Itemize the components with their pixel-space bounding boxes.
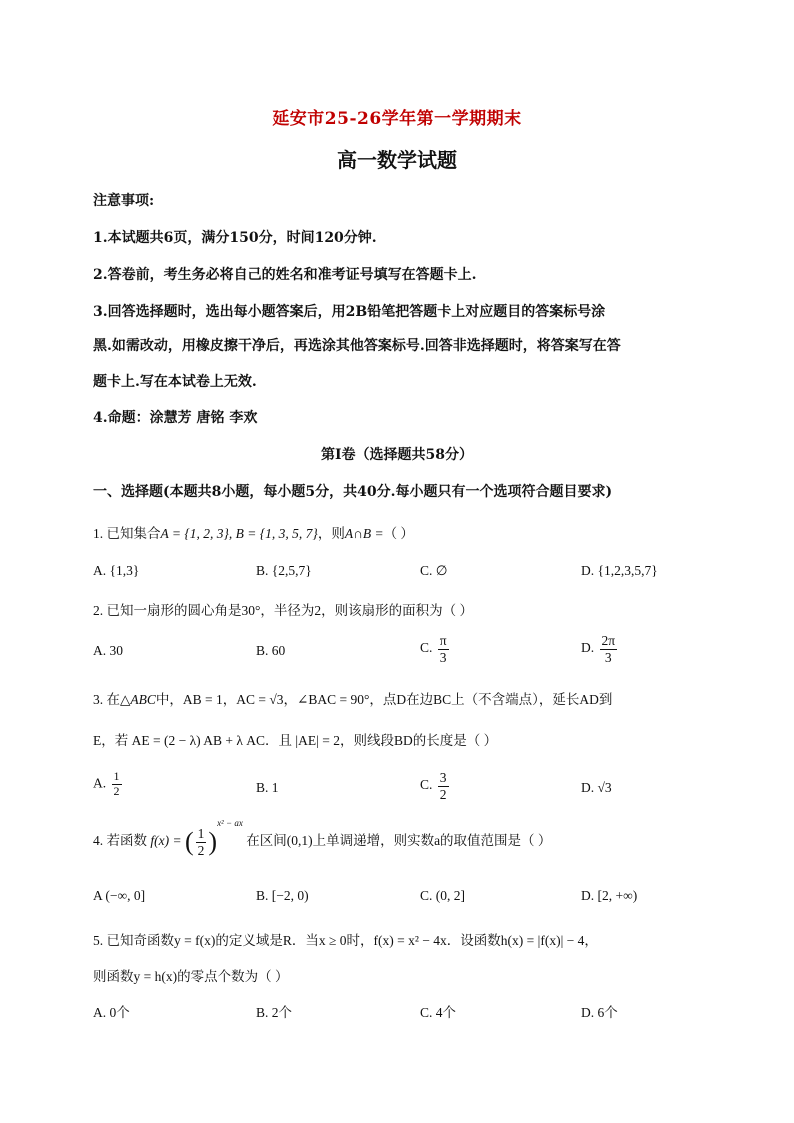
question-3-option-a-label: A. bbox=[93, 775, 107, 791]
note-3-line-1: 3.回答选择题时，选出每小题答案后，用2B铅笔把答题卡上对应题目的答案标号涂 bbox=[93, 304, 606, 320]
question-2-option-c-label: C. bbox=[420, 640, 433, 656]
fraction-numerator: 1 bbox=[113, 769, 120, 783]
fraction-denominator: 2 bbox=[439, 786, 447, 802]
question-2-stem: 2. 已知一扇形的圆心角是30°，半径为2，则该扇形的面积为（ ） bbox=[93, 603, 474, 618]
question-3-option-c-label: C. bbox=[420, 777, 433, 793]
question-2-option-d bbox=[581, 633, 619, 665]
question-3-line-1 bbox=[93, 688, 612, 708]
question-3-line-2: E，若 AE = (2 − λ) AB + λ AC．且 |AE| = 2，则线段BD的长度是（ ） bbox=[93, 733, 498, 748]
question-4-condition: 在区间(0,1)上单调递增，则实数a的取值范围是（ ） bbox=[246, 833, 552, 849]
question-2-option-c bbox=[420, 633, 451, 665]
question-4-options bbox=[93, 888, 713, 918]
note-3-line-3: 题卡上.写在本试卷上无效. bbox=[93, 374, 257, 390]
question-4-exponent: x² − ax bbox=[217, 817, 243, 828]
question-1-option-c: C. ∅ bbox=[420, 563, 448, 578]
fraction-denominator: 2 bbox=[197, 842, 205, 858]
exam-title: 延安市25-26学年第一学期期末 bbox=[272, 109, 522, 129]
question-3-option-c bbox=[420, 770, 451, 802]
fraction-numerator: 3 bbox=[439, 770, 447, 785]
left-paren: ( bbox=[184, 827, 194, 857]
question-2-option-c-fraction bbox=[438, 633, 449, 665]
notes-heading: 注意事项: bbox=[93, 193, 155, 209]
question-1-expr: A∩B = bbox=[344, 526, 384, 541]
question-3-conditions: 中，AB = 1，AC = √3，∠BAC = 90°，点D在边BC上（不含端点），延长AD到 bbox=[155, 692, 613, 707]
question-4-stem bbox=[93, 817, 552, 858]
right-paren: ) bbox=[208, 827, 218, 857]
question-3-option-a bbox=[93, 770, 124, 799]
question-4-base-fraction bbox=[196, 826, 207, 858]
fraction-numerator: π bbox=[439, 633, 447, 648]
question-4-option-b: B. [−2, 0) bbox=[256, 888, 309, 903]
note-2: 2.答卷前，考生务必将自己的姓名和准考证号填写在答题卡上. bbox=[93, 267, 477, 283]
question-3-options bbox=[93, 770, 713, 800]
fraction-denominator: 3 bbox=[604, 649, 612, 665]
question-4-option-a: A (−∞, 0] bbox=[93, 888, 146, 903]
question-5-line-1: 5. 已知奇函数y = f(x)的定义域是R．当x ≥ 0时，f(x) = x² − 4x．设函数h(x) = |f(x)| − 4， bbox=[93, 933, 598, 948]
question-5-options bbox=[93, 1001, 713, 1031]
question-5-option-d: D. 6个 bbox=[581, 1005, 618, 1020]
question-5-option-a: A. 0个 bbox=[93, 1005, 130, 1020]
question-3-option-b: B. 1 bbox=[256, 780, 279, 795]
fraction-denominator: 2 bbox=[113, 783, 120, 798]
question-1-options bbox=[93, 563, 713, 593]
question-1-prefix: 1. 已知集合 bbox=[93, 526, 161, 541]
question-1-sets: A = {1, 2, 3}, B = {1, 3, 5, 7} bbox=[160, 526, 318, 541]
question-2-option-d-label: D. bbox=[581, 640, 595, 656]
note-4: 4.命题：涂慧芳 唐铭 李欢 bbox=[93, 410, 258, 426]
part-1-title: 第I卷（选择题共58分） bbox=[320, 447, 474, 463]
note-1: 1.本试题共6页，满分150分，时间120分钟. bbox=[93, 230, 377, 246]
fraction-numerator: 2π bbox=[601, 633, 616, 648]
question-2-option-d-fraction bbox=[600, 633, 618, 665]
question-1-option-b: B. {2,5,7} bbox=[256, 563, 312, 578]
question-4-prefix: 4. 若函数 bbox=[93, 833, 147, 849]
question-3-option-d: D. √3 bbox=[581, 780, 612, 795]
question-1-post: ，则 bbox=[317, 526, 345, 541]
question-3-prefix: 3. 在 bbox=[93, 692, 120, 707]
question-4-option-c: C. (0, 2] bbox=[420, 888, 465, 903]
question-3-option-a-fraction bbox=[112, 770, 122, 799]
question-3-option-c-fraction bbox=[438, 770, 449, 802]
question-5-option-c: C. 4个 bbox=[420, 1005, 457, 1020]
note-3-line-2: 黑.如需改动，用橡皮擦干净后，再选涂其他答案标号.回答非选择题时，将答案写在答 bbox=[93, 338, 621, 354]
question-2-option-a: A. 30 bbox=[93, 643, 123, 658]
question-1-tail: （ ） bbox=[383, 526, 414, 541]
section-1-heading: 一、选择题(本题共8小题，每小题5分，共40分.每小题只有一个选项符合题目要求) bbox=[93, 484, 613, 500]
fraction-denominator: 3 bbox=[439, 649, 447, 665]
question-5-option-b: B. 2个 bbox=[256, 1005, 293, 1020]
question-3-triangle: △ABC bbox=[120, 692, 156, 707]
question-2-option-b: B. 60 bbox=[256, 643, 286, 658]
question-5-line-2: 则函数y = h(x)的零点个数为（ ） bbox=[93, 969, 289, 984]
question-4-function: f(x) = bbox=[150, 833, 182, 849]
question-1-stem bbox=[93, 522, 414, 542]
fraction-numerator: 1 bbox=[197, 826, 205, 841]
exam-subtitle: 高一数学试题 bbox=[337, 148, 457, 172]
question-2-options bbox=[93, 633, 713, 663]
question-1-option-a: A. {1,3} bbox=[93, 563, 140, 578]
question-1-option-d: D. {1,2,3,5,7} bbox=[581, 563, 658, 578]
question-4-option-d: D. [2, +∞) bbox=[581, 888, 638, 903]
